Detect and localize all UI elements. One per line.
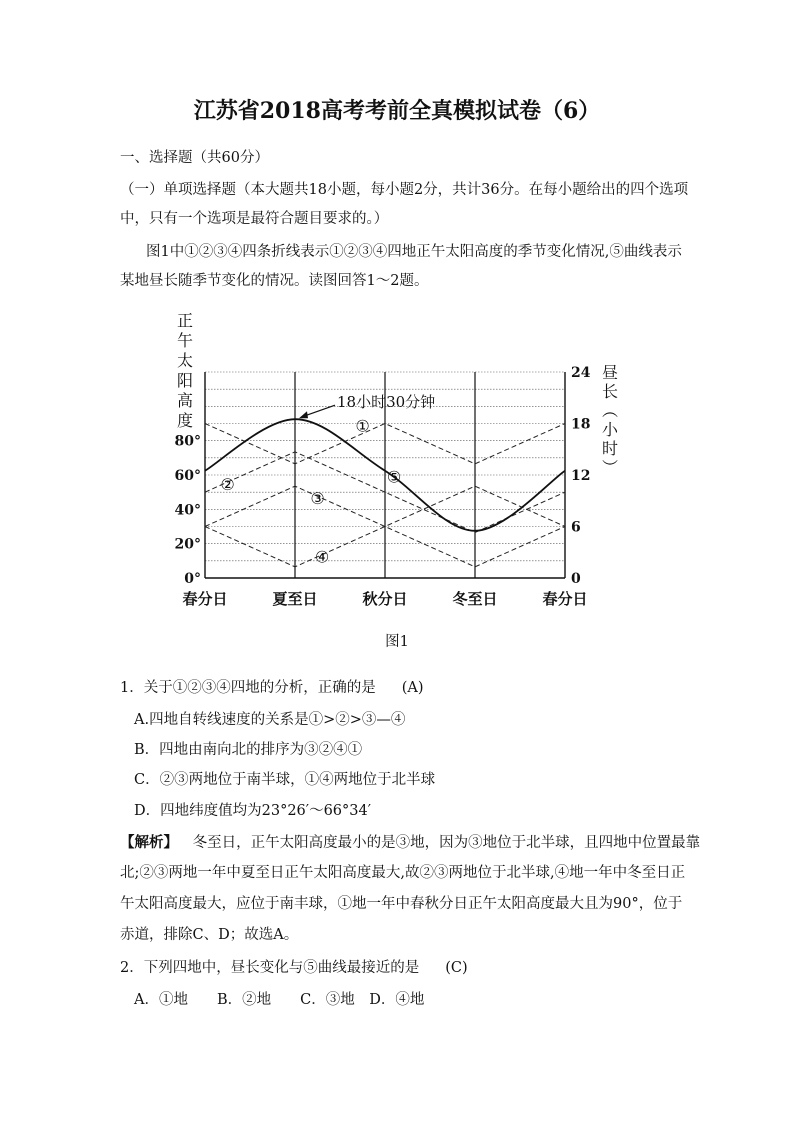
series-label-②: ② (220, 475, 235, 495)
question-1-stem (120, 676, 424, 697)
right-axis-label-char: 小 (601, 420, 619, 439)
x-tick-label: 秋分日 (362, 590, 408, 608)
figure-1-chart (170, 308, 630, 618)
figure-caption: 图1 (385, 634, 409, 650)
left-tick-label: 80° (174, 433, 201, 450)
left-tick-label: 20° (174, 536, 201, 553)
left-tick-label: 0° (184, 571, 201, 587)
q1-option-a: A.四地自转线速度的关系是①>②>③—④ (134, 712, 406, 728)
instruction-line-1: （一）单项选择题（本大题共18小题，每小题2分，共计36分。在每小题给出的四个选项 (120, 182, 689, 198)
right-axis-label-char: 昼 (601, 363, 619, 382)
right-axis-label-char: 长 (601, 382, 619, 401)
left-axis-label-char: 太 (176, 351, 194, 370)
question-2-answer: (C) (445, 960, 468, 976)
explanation-line-3: 午太阳高度最大，应位于南丰球，①地一年中春秋分日正午太阳高度最大且为90°，位于 (120, 896, 683, 912)
right-axis-label-char: ） (600, 458, 619, 476)
right-axis-label-char: （ (600, 401, 619, 419)
x-tick-label: 春分日 (182, 590, 228, 608)
instruction-line-2: 中，只有一个选项是最符合题目要求的。） (120, 211, 389, 227)
page-title: 江苏省2018高考考前全真模拟试卷（6） (193, 98, 601, 124)
question-2-stem (120, 956, 468, 977)
right-tick-label: 0 (571, 571, 581, 587)
explanation-text-1: 冬至日，正午太阳高度最小的是③地，因为③地位于北半球，且四地中位置最靠 (192, 835, 701, 851)
q1-option-c: C．②③两地位于南半球，①④两地位于北半球 (134, 772, 436, 788)
question-2-text: 2．下列四地中，昼长变化与⑤曲线最接近的是 (120, 960, 420, 976)
series-label-④: ④ (314, 547, 330, 567)
x-tick-label: 冬至日 (452, 590, 498, 608)
left-axis-label-char: 阳 (176, 371, 194, 390)
left-axis-label-char: 正 (176, 311, 194, 330)
left-tick-label: 60° (174, 468, 201, 484)
explanation-line-4: 赤道，排除C、D；故选A。 (120, 927, 299, 943)
q1-option-d: D．四地纬度值均为23°26′～66°34′ (134, 803, 372, 819)
intro-line-2: 某地昼长随季节变化的情况。读图回答1～2题。 (120, 273, 429, 289)
left-axis-label-char: 午 (176, 331, 194, 350)
series-label-③: ③ (310, 489, 325, 509)
right-tick-label: 24 (571, 365, 591, 381)
left-tick-label: 40° (174, 502, 201, 519)
explanation-line-2: 北;②③两地一年中夏至日正午太阳高度最大,故②③两地位于北半球,④地一年中冬至日正 (120, 865, 686, 881)
intro-line-1: 图1中①②③④四条折线表示①②③④四地正午太阳高度的季节变化情况,⑤曲线表示 (146, 244, 682, 260)
x-tick-label: 夏至日 (272, 590, 318, 608)
left-axis-label-char: 度 (176, 411, 194, 430)
series-label-⑤: ⑤ (386, 467, 402, 487)
series-label-①: ① (355, 416, 370, 436)
question-1-answer: (A) (401, 680, 424, 696)
explanation-line-1 (120, 831, 700, 852)
right-tick-label: 12 (571, 468, 591, 484)
x-tick-label: 春分日 (542, 590, 588, 608)
annotation-text: 18小时30分钟 (337, 393, 436, 412)
left-axis-label-char: 高 (176, 391, 194, 410)
explanation-label: 【解析】 (120, 834, 178, 851)
left-axis-label (177, 311, 193, 430)
q2-options: A．①地 B．②地 C．③地 D．④地 (134, 992, 425, 1008)
section-heading: 一、选择题（共60分） (120, 150, 269, 166)
q1-option-b: B．四地由南向北的排序为③②④① (134, 742, 363, 758)
right-tick-label: 18 (571, 416, 591, 433)
right-tick-label: 6 (571, 519, 581, 536)
question-1-text: 1．关于①②③④四地的分析，正确的是 (120, 680, 376, 696)
right-axis-label-char: 时 (601, 439, 619, 458)
